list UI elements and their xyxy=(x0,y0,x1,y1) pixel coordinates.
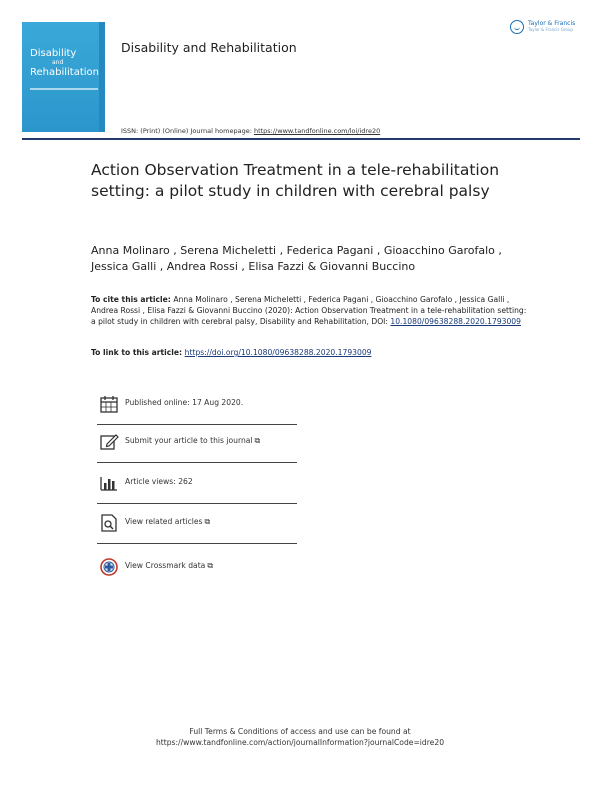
article-doi-link[interactable]: https://doi.org/10.1080/09638288.2020.1793009 xyxy=(184,348,372,357)
article-views-label: Article views: 262 xyxy=(125,477,193,486)
link-label: To link to this article: xyxy=(91,348,185,357)
submit-article-row[interactable] xyxy=(97,432,297,463)
calendar-icon xyxy=(99,394,119,414)
citation-label: To cite this article: xyxy=(91,295,174,304)
issn-line xyxy=(121,127,380,135)
citation-doi-link[interactable]: 10.1080/09638288.2020.1793009 xyxy=(390,317,521,326)
crossmark-row[interactable] xyxy=(97,557,297,587)
article-link-line xyxy=(91,348,371,357)
submit-article-link[interactable] xyxy=(125,436,260,446)
cover-title xyxy=(30,48,99,78)
publisher-logo[interactable] xyxy=(510,20,582,38)
cover-title-line3: Rehabilitation xyxy=(30,67,100,78)
issn-prefix: ISSN: (Print) (Online) Journal homepage: xyxy=(121,127,254,135)
publisher-logo-icon xyxy=(510,20,524,34)
cover-stripe xyxy=(99,22,105,132)
external-link-icon: ⧉ xyxy=(207,561,214,570)
submit-article-label: Submit your article to this journal xyxy=(125,436,253,445)
publisher-name: Taylor & Francis xyxy=(528,20,576,27)
published-online-label: Published online: 17 Aug 2020. xyxy=(125,398,244,407)
citation-block xyxy=(91,294,531,327)
bar-chart-icon xyxy=(99,473,119,493)
article-views-row xyxy=(97,473,297,504)
external-link-icon: ⧉ xyxy=(204,517,211,526)
footer-terms-text: Full Terms & Conditions of access and use can be found at xyxy=(189,727,411,736)
cover-title-line1: Disability xyxy=(30,48,77,59)
journal-title[interactable]: Disability and Rehabilitation xyxy=(121,40,297,55)
article-title: Action Observation Treatment in a tele-rehabilitation setting: a pilot study in children with cerebral palsy xyxy=(91,161,500,200)
related-articles-link[interactable] xyxy=(125,517,210,527)
document-search-icon xyxy=(99,513,119,533)
footer-terms-link[interactable]: https://www.tandfonline.com/action/journalInformation?journalCode=idre20 xyxy=(155,738,445,747)
cover-subtitle-bar xyxy=(30,88,98,90)
cover-title-line2: and xyxy=(52,59,64,66)
header-divider xyxy=(22,138,580,140)
article-authors: Anna Molinaro , Serena Micheletti , Federica Pagani , Gioacchino Garofalo , Jessica Galli , Andrea Rossi , Elisa Fazzi & Giovanni Buccino xyxy=(91,244,502,273)
related-articles-label: View related articles xyxy=(125,517,203,526)
external-link-icon: ⧉ xyxy=(254,436,261,445)
related-articles-row[interactable] xyxy=(97,513,297,544)
journal-homepage-link[interactable]: https://www.tandfonline.com/loi/idre20 xyxy=(253,127,381,135)
crossmark-link[interactable] xyxy=(125,561,213,571)
publisher-group: Taylor & Francis Group xyxy=(528,27,573,32)
footer xyxy=(0,726,600,748)
published-online-row xyxy=(97,394,297,425)
crossmark-label: View Crossmark data xyxy=(125,561,206,570)
citation-text: Anna Molinaro , Serena Micheletti , Federica Pagani , Gioacchino Garofalo , Jessica Galli , Andrea Rossi , Elisa Fazzi & Giovanni Buccino (2020): Action Observation Treatment in a tele-rehabilitation setting: a pilot study in children with cerebral palsy, Disability and Rehabilitation, DOI: xyxy=(91,295,527,326)
crossmark-icon xyxy=(99,557,119,577)
journal-cover-image xyxy=(22,22,105,132)
edit-icon xyxy=(99,432,119,452)
